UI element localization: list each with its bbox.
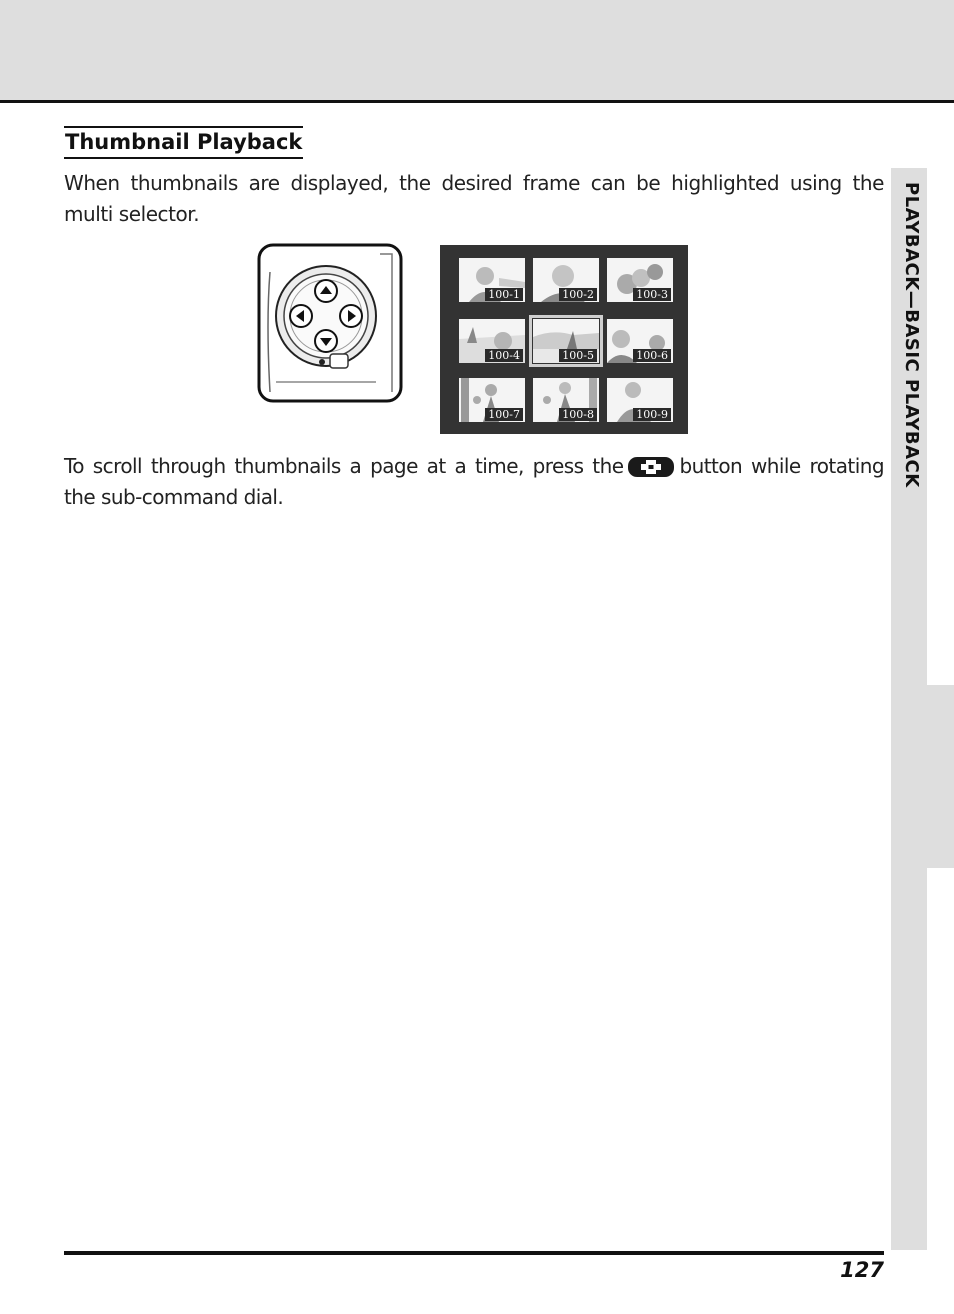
thumbnail-100-7[interactable] bbox=[459, 378, 525, 422]
thumbnail-button-icon bbox=[627, 456, 675, 478]
thumbnail-label: 100-9 bbox=[633, 408, 671, 421]
thumbnail-display bbox=[440, 245, 688, 434]
scroll-text-after: button while rotating the sub-command dial. bbox=[64, 454, 884, 509]
intro-paragraph: When thumbnails are displayed, the desired frame can be highlighted using the multi selector. bbox=[64, 171, 884, 226]
header-rule bbox=[0, 100, 954, 103]
chapter-label: PLAYBACK—BASIC PLAYBACK bbox=[901, 182, 922, 488]
thumbnail-100-5-selected[interactable] bbox=[533, 319, 599, 363]
thumbnail-100-6[interactable] bbox=[607, 319, 673, 363]
section-title: Thumbnail Playback bbox=[64, 126, 303, 159]
thumbnail-100-1[interactable] bbox=[459, 258, 525, 302]
thumbnail-label: 100-3 bbox=[633, 288, 671, 301]
thumbnail-label: 100-4 bbox=[485, 349, 523, 362]
thumbnail-100-9[interactable] bbox=[607, 378, 673, 422]
footer-rule bbox=[64, 1251, 884, 1255]
chapter-tab-marker bbox=[927, 685, 954, 868]
thumbnail-label: 100-6 bbox=[633, 349, 671, 362]
thumbnail-100-2[interactable] bbox=[533, 258, 599, 302]
page-number: 127 bbox=[840, 1258, 884, 1282]
thumbnail-label: 100-7 bbox=[485, 408, 523, 421]
thumbnail-100-8[interactable] bbox=[533, 378, 599, 422]
thumbnail-label: 100-5 bbox=[559, 349, 597, 362]
multi-selector-icon bbox=[256, 242, 404, 404]
thumbnail-label: 100-2 bbox=[559, 288, 597, 301]
scroll-text-before: To scroll through thumbnails a page at a time, press the bbox=[64, 454, 624, 478]
thumbnail-label: 100-1 bbox=[485, 288, 523, 301]
thumbnail-100-4[interactable] bbox=[459, 319, 525, 363]
scroll-paragraph bbox=[64, 451, 884, 513]
thumbnail-100-3[interactable] bbox=[607, 258, 673, 302]
header-band bbox=[0, 0, 954, 100]
thumbnail-label: 100-8 bbox=[559, 408, 597, 421]
